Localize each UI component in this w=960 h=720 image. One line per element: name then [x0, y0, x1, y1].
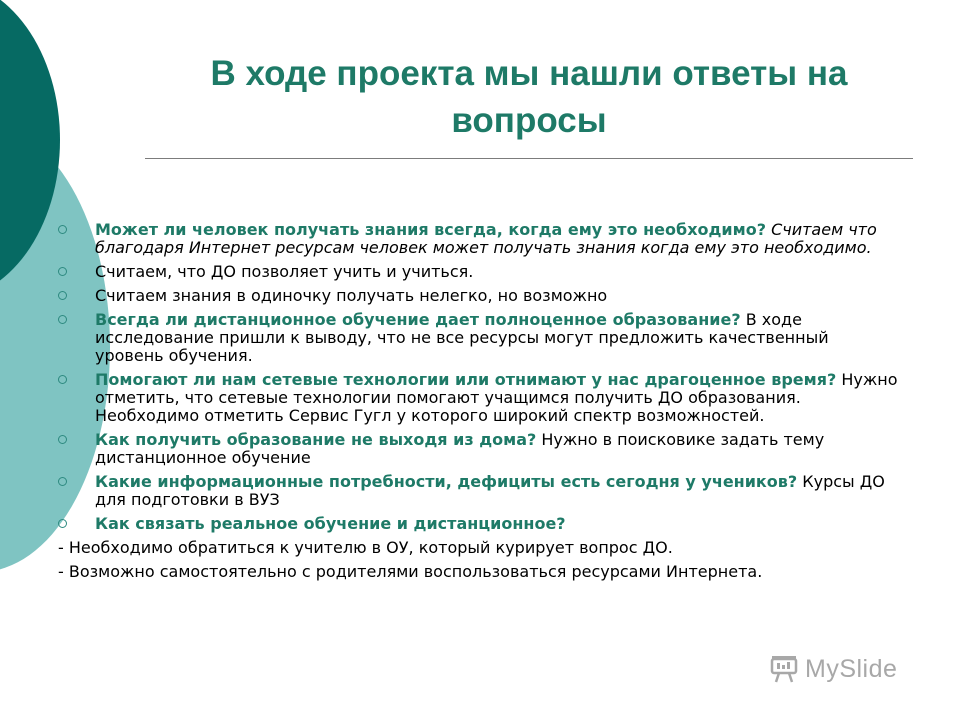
statement-text: Считаем знания в одиночку получать нелегко, но возможно [95, 286, 608, 305]
presentation-board-icon [769, 654, 799, 684]
slide-content [58, 221, 898, 587]
question-text: Какие информационные потребности, дефициты есть сегодня у учеников? [95, 472, 798, 491]
slide-title: В ходе проекта мы нашли ответы на вопросы [210, 54, 848, 140]
title-divider [145, 158, 913, 159]
bullet-icon [58, 225, 67, 234]
list-item [58, 473, 898, 509]
question-text: Помогают ли нам сетевые технологии или отнимают у нас драгоценное время? [95, 370, 837, 389]
list-item [58, 221, 898, 257]
bullet-icon [58, 267, 67, 276]
question-text: Может ли человек получать знания всегда, когда ему это необходимо? [95, 220, 766, 239]
statement-text: Считаем, что ДО позволяет учить и учиться. [95, 262, 474, 281]
list-item [58, 263, 898, 281]
dash-line: - Возможно самостоятельно с родителями воспользоваться ресурсами Интернета. [58, 562, 763, 581]
answer-text: Нужно отметить, что сетевые технологии помогают учащимся получить ДО образования. Необходимо отметить Сервис Гугл у которого широкий спектр возможностей. [95, 370, 898, 425]
bullet-icon [58, 519, 67, 528]
myslide-logo [769, 654, 897, 684]
question-text: Как получить образование не выходя из дома? [95, 430, 537, 449]
bullet-icon [58, 435, 67, 444]
list-item [58, 371, 898, 425]
bullet-icon [58, 477, 67, 486]
answer-text: В ходе исследование пришли к выводу, что не все ресурсы могут предложить качественный уровень обучения. [95, 310, 829, 365]
bullet-icon [58, 315, 67, 324]
list-item [58, 515, 898, 533]
list-item [58, 431, 898, 467]
question-text: Как связать реальное обучение и дистанционное? [95, 514, 566, 533]
answer-text: Считаем что благодаря Интернет ресурсам человек может получать знания когда ему это необходимо. [95, 220, 877, 257]
list-item [58, 311, 898, 365]
question-text: Всегда ли дистанционное обучение дает полноценное образование? [95, 310, 741, 329]
answer-text: Нужно в поисковике задать тему дистанционное обучение [95, 430, 825, 467]
bullet-icon [58, 375, 67, 384]
answer-text: Курсы ДО для подготовки в ВУЗ [95, 472, 885, 509]
dash-line: - Необходимо обратиться к учителю в ОУ, который курирует вопрос ДО. [58, 538, 673, 557]
bullet-icon [58, 291, 67, 300]
list-item [58, 287, 898, 305]
logo-text: MySlide [805, 654, 898, 683]
